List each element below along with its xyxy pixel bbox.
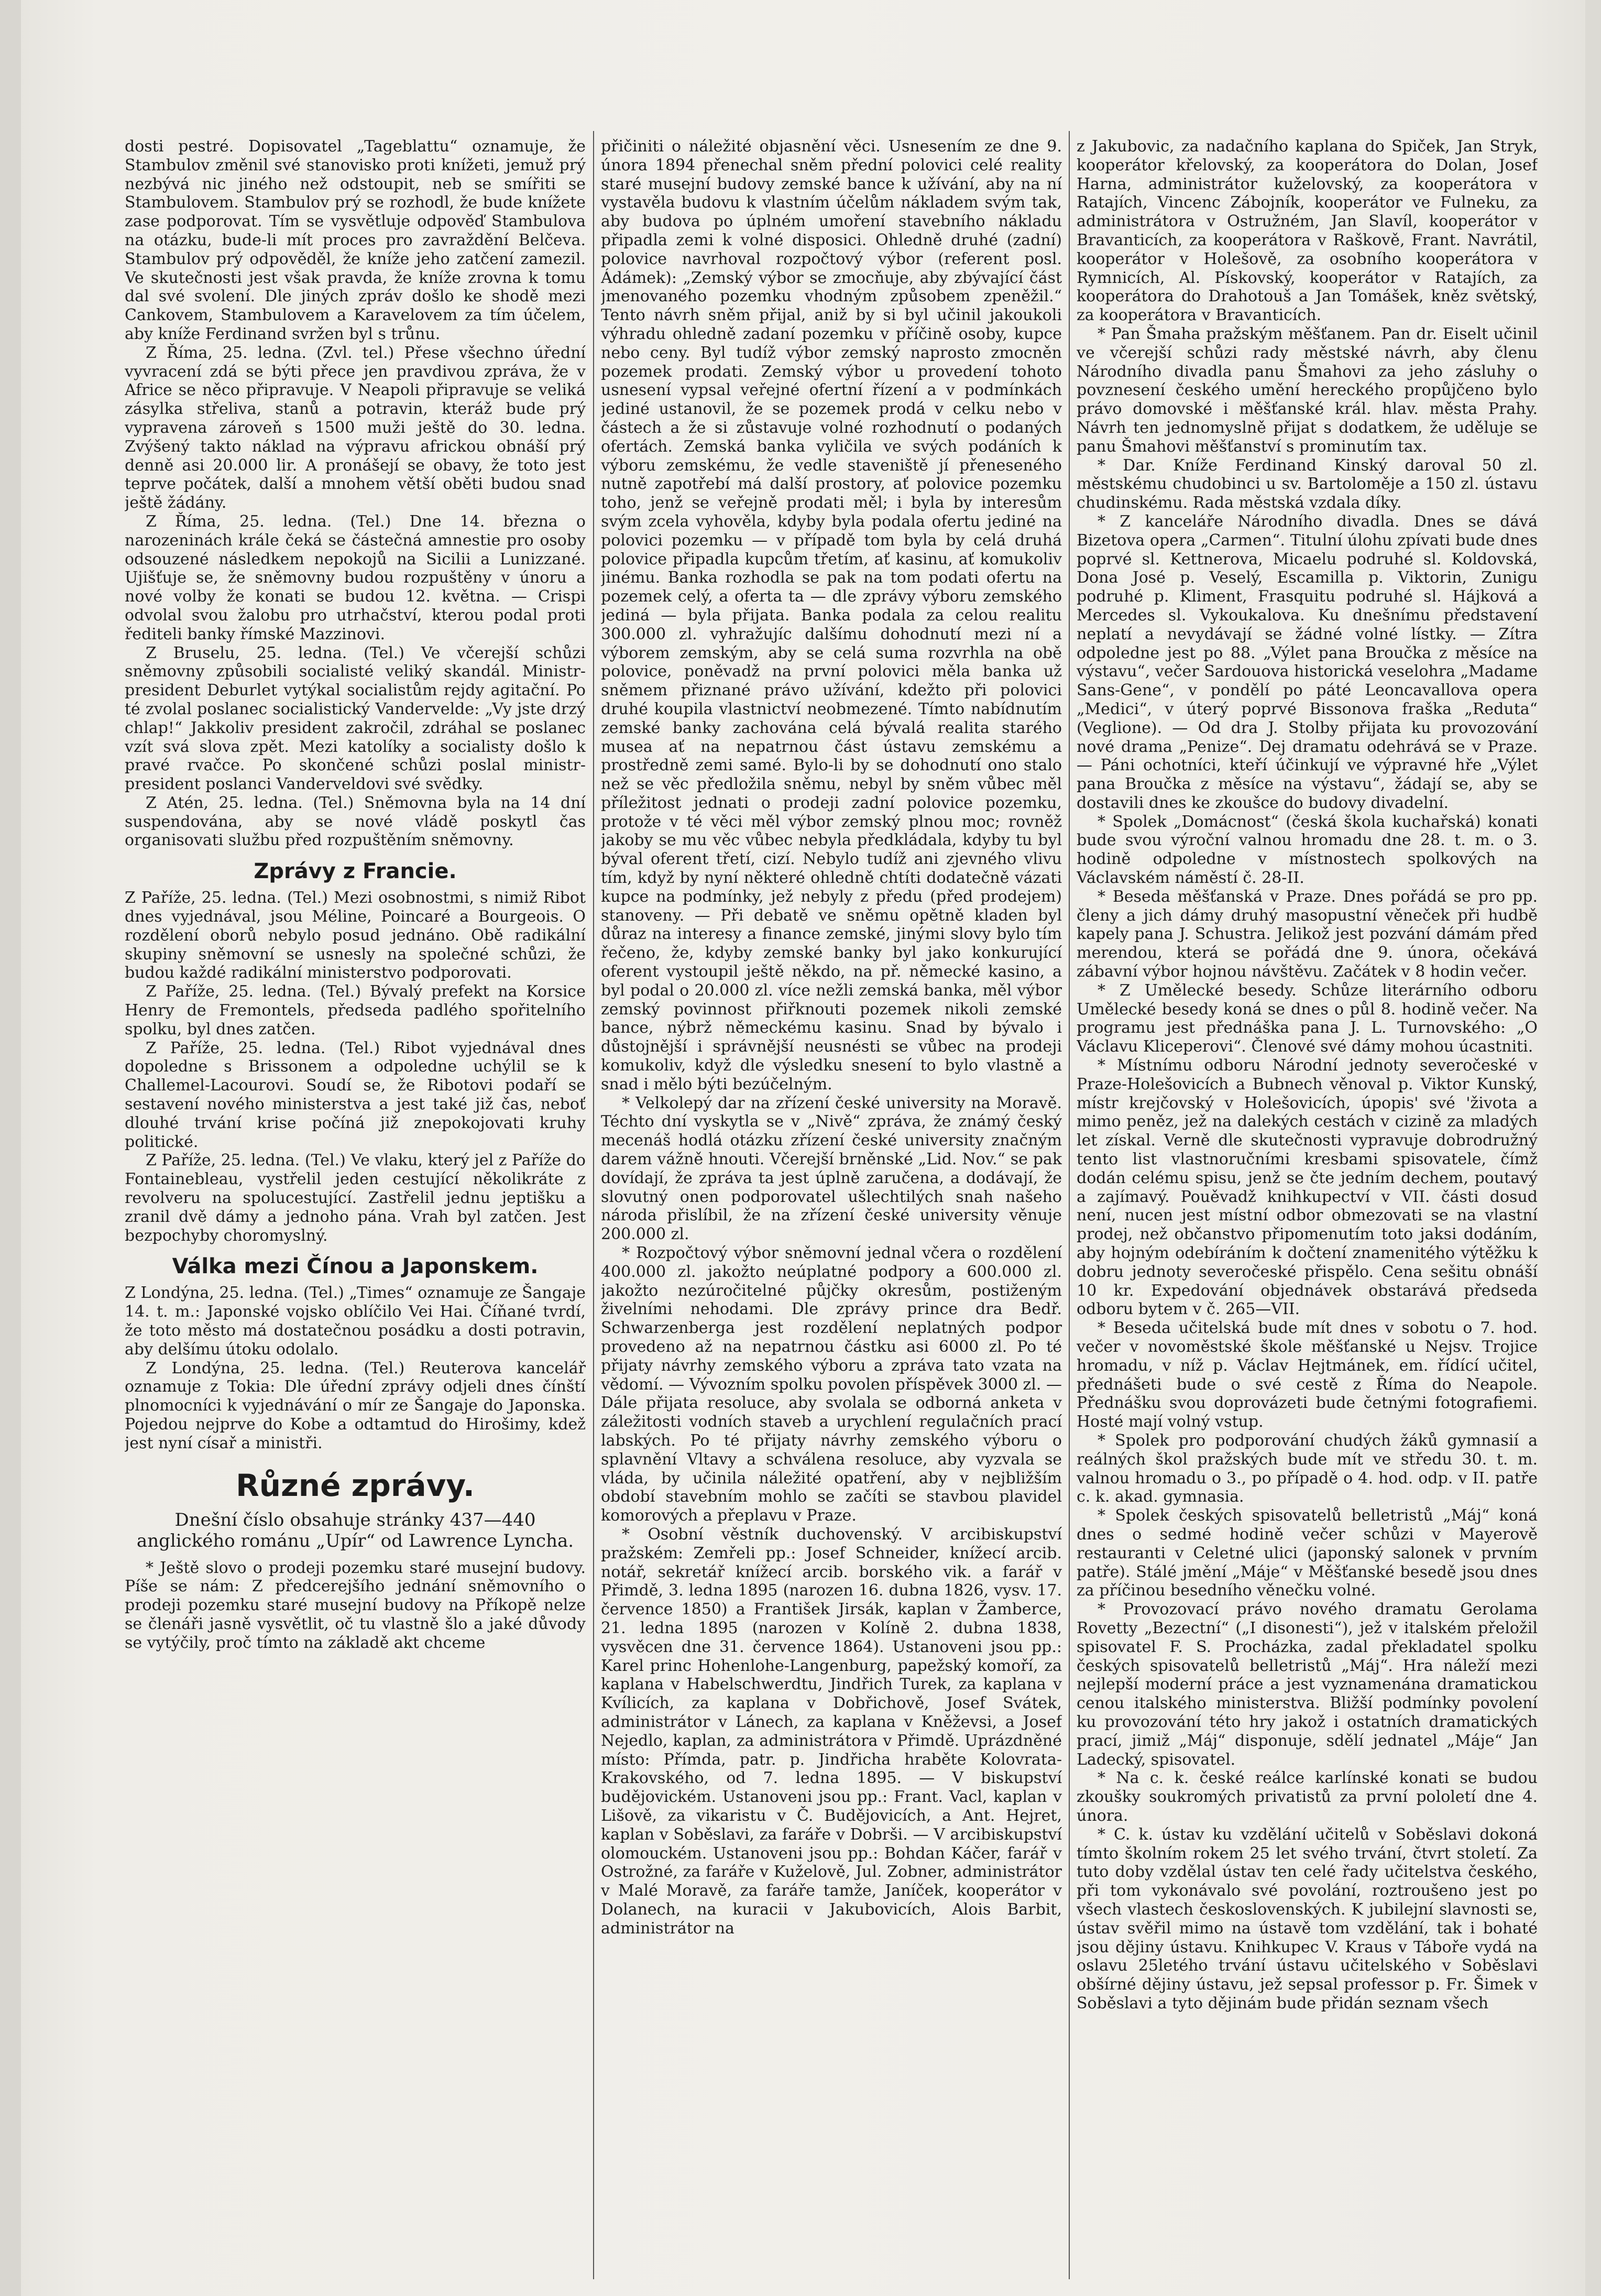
article-paragraph: dosti pestré. Dopisovatel „Tageblattu“ oznamuje, že Stambulov změnil své stanovisko proti knížeti, jemuž prý nezbývá nic jiného než odstoupit, neb se smířiti se Stambulovem. Stambulov prý se rozhodl, že bude knížete zase podporovat. Tím se vysvětluje odpověď Stambulova na otázku, bude-li mít proces pro zavraždění Belčeva. Stambulov prý odpověděl, že kníže jeho zatčení zamezil. Ve skutečnosti jest však pravda, že kníže zrovna k tomu dal své svolení. Dle jiných zpráv došlo ke shodě mezi Cankovem, Stambulovem a Karavelovem za tím účelem, aby kníže Ferdinand svržen byl s trůnu.: [125, 137, 586, 343]
article-paragraph: Z Říma, 25. ledna. (Zvl. tel.) Přese všechno úřední vyvracení zdá se býti přece jen pravdivou zpráva, že v Africe se něco připravuje. V Neapoli připravuje se veliká zásylka střeliva, stanů a potravin, kteráž bude prý vypravena zároveň s 1500 muži ještě do 30. ledna. Zvýšený takto náklad na výpravu africkou obnáší prý denně asi 20.000 lir. A pronášejí se obavy, že toto jest teprve počátek, další a mnohem větší oběti budou snad ještě žádány.: [125, 343, 586, 512]
column-rule-2: [1069, 131, 1070, 2279]
article-paragraph: * Spolek pro podporování chudých žáků gymnasií a reálných škol pražských bude mít ve středu 30. t. m. valnou hromadu o 3., po případě o 4. hod. odp. v II. patře c. k. akad. gymnasia.: [1077, 1431, 1538, 1506]
section-heading-misc: Různé zprávy.: [236, 1467, 475, 1503]
section-heading-france: Zprávy z Francie.: [254, 859, 457, 884]
article-paragraph: * Provozovací právo nového dramatu Gerolama Rovetty „Bezectní“ („I disonesti“), jež v italském přeložil spisovatel F. S. Procházka, zadal překladatel spolku českých spisovatelů belletristů „Máj“. Hra náleží mezi nejlepší moderní práce a jest vyznamenána dramatickou cenou italského ministerstva. Bližší podmínky povolení ku provozování této hry jakož i ostatních dramatických prací, jimiž „Máj“ disponuje, sdělí jednatel „Máje“ Jan Ladecký, spisovatel.: [1077, 1600, 1538, 1769]
page-left-edge: [0, 0, 21, 2296]
article-paragraph: * Beseda měšťanská v Praze. Dnes pořádá se pro pp. členy a jich dámy druhý masopustní věneček při hudbě kapely pana J. Schustra. Jelikož jest pozvání dámám před merendou, která se pořádá dne 9. února, očekává zábavní výbor hojnou návštěvu. Začátek v 8 hodin večer.: [1077, 887, 1538, 981]
article-paragraph: * Ještě slovo o prodeji pozemku staré musejní budovy. Píše se nám: Z předcerejšího jednání sněmovního o prodeji pozemku staré musejní budovy na Příkopě nelze se členáři jasně vysvětlit, oč tu vlastně šlo a jaké důvody se vytýčily, proč tímto na základě akt chceme: [125, 1558, 586, 1652]
article-paragraph: * Dar. Kníže Ferdinand Kinský daroval 50 zl. městskému chudobinci u sv. Bartoloměje a 150 zl. ústavu chudinskému. Rada městská vzdala díky.: [1077, 456, 1538, 512]
article-paragraph: * Pan Šmaha pražským měšťanem. Pan dr. Eiselt učinil ve včerejší schůzi rady městské návrh, aby členu Národního divadla panu Šmahovi za jeho zásluhy o povznesení českého umění hereckého propůjčeno bylo právo domovské i měšťanské král. hlav. města Prahy. Návrh ten jednomyslně přijat s dodatkem, že uděluje se panu Šmahovi měšťanství s prominutím tax.: [1077, 324, 1538, 456]
column-1: [125, 137, 586, 2275]
article-paragraph: * Spolek „Domácnost“ (česká škola kuchařská) konati bude svou výroční valnou hromadu dne 28. t. m. o 3. hodině odpoledne v místnostech spolkových na Václavském náměstí č. 28-II.: [1077, 812, 1538, 888]
article-paragraph: * C. k. ústav ku vzdělání učitelů v Soběslavi dokoná tímto školním rokem 25 let svého trvání, čtvrt století. Za tuto doby vzdělal ústav ten celé řady učitelstva českého, při tom vykonávalo své povolání, roztroušeno jest po všech vlastech československých. K jubilejní slavnosti se, ústav svěřil mimo na ústavě tom vzdělání, tak i bohaté jsou dějiny ústavu. Knihkupec V. Kraus v Táboře vydá na oslavu 25letého trvání ústavu učitelského v Soběslavi obšírné dějiny ústavu, jež sepsal professor p. Fr. Šimek v Soběslavi a tyto dějinám bude přidán seznam všech: [1077, 1825, 1538, 2013]
article-paragraph: Z Paříže, 25. ledna. (Tel.) Bývalý prefekt na Korsice Henry de Fremontels, předseda padlého spořitelního spolku, byl dnes zatčen.: [125, 982, 586, 1038]
article-paragraph: * Na c. k. české reálce karlínské konati se budou zkoušky soukromých privatistů za první pololetí dne 4. února.: [1077, 1769, 1538, 1825]
article-paragraph: * Rozpočtový výbor sněmovní jednal včera o rozdělení 400.000 zl. jakožto neúplatné podpory a 600.000 zl. jakožto nezúročitelné půjčky okresům, postiženým živelními nehodami. Dle zprávy prince dra Bedř. Schwarzenberga jest rozdělení neplatných podpor provedeno až na nepatrnou částku asi 6000 zl. Po té přijaty návrhy zemského výboru a zpráva tato vzata na vědomí. — Vývozním spolku povolen příspěvek 3000 zl. — Dále přijata resoluce, aby svolala se odborná anketa v záležitosti vodních staveb a urychlení regulačních prací labských. Po té přijaty návrhy zemského výboru o splavnění Vltavy a schválena resoluce, aby vyzvala se vláda, by učinila náležité opatření, aby v nejbližším období stavebním mohlo se začíti se stavbou plavidel komorových a přeplavu v Praze.: [601, 1244, 1062, 1525]
column-rule-1: [593, 131, 594, 2279]
page-right-edge: [1585, 0, 1601, 2296]
article-paragraph: z Jakubovic, za nadačního kaplana do Spiček, Jan Stryk, kooperátor křelovský, za kooperátora do Dolan, Josef Harna, administrátor kuželovský, za kooperátora v Ratajích, Vincenc Zábojník, kooperátor ve Fulneku, za administrátora v Ostružném, Jan Slavíl, kooperátor v Bravanticích, za kooperátora v Raškově, Frant. Navrátil, kooperátor v Holešově, za osobního kooperátora v Rymnicích, Al. Pískovský, kooperátor v Ratajích, za kooperátora do Drahotouš a Jan Tomášek, kněz světský, za kooperátora v Bravanticích.: [1077, 137, 1538, 325]
article-paragraph: Z Paříže, 25. ledna. (Tel.) Ribot vyjednával dnes dopoledne s Brissonem a odpoledne uchýlil se k Challemel-Lacourovi. Soudí se, že Ribotovi podaří se sestavení nového ministerstva a jest také již čas, neboť dlouhé trvání krise počíná již znepokojovati kruhy politické.: [125, 1038, 586, 1151]
article-paragraph: Z Paříže, 25. ledna. (Tel.) Ve vlaku, který jel z Paříže do Fontainebleau, vystřelil jeden cestující několikráte z revolveru na spolucestující. Zastřelil jednu jeptišku a zranil dvě dámy a jednoho pána. Vrah byl zatčen. Jest bezpochyby choromyslný.: [125, 1151, 586, 1245]
article-paragraph: přičiniti o náležité objasnění věci. Usnesením ze dne 9. února 1894 přenechal sněm přední polovici celé reality staré musejní budovy zemské bance k užívání, aby na ní vystavěla budovu k vlastním účelům nákladem svým tak, aby budova po úplném umoření stavebního nákladu připadla zemi k volné disposici. Ohledně druhé (zadní) polovice navrhoval rozpočtový výbor (referent posl. Ádámek): „Zemský výbor se zmocňuje, aby zbývající část jmenovaného pozemku vhodným způsobem zpeněžil.“ Tento návrh sněm přijal, aniž by si byl učinil jakoukoli výhradu ohledně zadaní pozemku v příčině osoby, kupce nebo ceny. Byl tudíž výbor zemský naprosto zmocněn pozemek prodati. Zemský výbor u provedení tohoto usnesení vypsal veřejné ofertní řízení a v podmínkách jediné ustanovil, že se pozemek prodá v celku nebo v částech a že si zůstavuje volné rozhodnutí o podaných ofertách. Zemská banka vyličila ve svých podáních k výboru zemskému, že vedle staveniště jí přeneseného nutně zapotřebí má další prostory, ať polovice pozemku toho, jenž se veřejně prodati měl; i byla by interesům svým zcela vyhověla, kdyby byla podala ofertu jediné na polovici pozemku — v případě tom byla by celá druhá polovice připadla kupcům třetím, ať kasinu, ať komukoliv jinému. Banka rozhodla se pak na tom podati ofertu na pozemek celý, a oferta ta — dle zprávy výboru zemského jediná — byla přijata. Banka podala za celou realitu 300.000 zl. vyhražujíc dalšímu dohodnutí mezi ní a výborem zemským, aby se celá suma rozvrhla na obě polovice, poněvadž na první polovici měla banka už sněmem přiznané právo užívání, kdežto při polovici druhé koupila vlastnictví neobmezené. Tímto nabídnutím zemské banky zachována celá bývalá realita starého musea ať na nepatrnou část ústavu zemskému a prostředně zemi samé. Bylo-li by se dohodnutí ono stalo než se věc předložila sněmu, nebyl by sněm vůbec měl příležitost jednati o prodeji zadní polovice pozemku, protože v té věci měl výbor zemský plnou moc; rovněž jakoby se mu věc vůbec nebyla předkládala, kdyby tu byl býval oferent třetí, cizí. Nebylo tudíž ani zjevného vlivu tím, když by nyní některé ohledně chtíti dodatečně vázati kupce na podmínky, jež nebyly z předu (před prodejem) stanoveny. — Při debatě ve sněmu opětně kladen byl důraz na interesy a finance zemské, jinými slovy bylo tím řečeno, že, kdyby zemské banky byl jako konkurující oferent vystoupil ještě někdo, na př. německé kasino, a byl podal o 20.000 zl. více nežli zemská banka, měl výbor zemský povinnost přiřknouti pozemek nikoli zemské bance, nýbrž německému kasinu. Snad by bývalo i důstojnější i správnější neusnésti se vůbec na prodeji komukoliv, když dle výsledku snesení to bylo vlastně a snad i mělo býti bezúčelným.: [601, 137, 1062, 1094]
column-2: [601, 137, 1062, 2275]
notice: Dnešní číslo obsahuje stránky 437—440 anglického románu „Upír“ od Lawrence Lyncha.: [136, 1509, 574, 1551]
article-paragraph: Z Atén, 25. ledna. (Tel.) Sněmovna byla na 14 dní suspendována, aby se nové vládě poskytl čas organisovati službu před rozpuštěním sněmovny.: [125, 793, 586, 850]
article-paragraph: Z Londýna, 25. ledna. (Tel.) Reuterova kancelář oznamuje z Tokia: Dle úřední zprávy odjeli dnes čínští plnomocníci k vyjednávání o mír ze Šangaje do Japonska. Pojedou nejprve do Kobe a odtamtud do Hirošimy, kdež jest nyní císař a ministři.: [125, 1359, 586, 1452]
section-heading-war: Válka mezi Čínou a Japonskem.: [172, 1254, 539, 1279]
article-paragraph: * Osobní věstník duchovenský. V arcibiskupství pražském: Zemřeli pp.: Josef Schneider, knížecí arcib. notář, sekretář knížecí arcib. borského vik. a farář v Přimdě, 3. ledna 1895 (narozen 16. dubna 1826, vysv. 17. července 1850) a František Jirsák, kaplan v Žamberce, 21. ledna 1895 (narozen v Kolíně 2. dubna 1838, vysvěcen dne 31. července 1864). Ustanoveni jsou pp.: Karel princ Hohenlohe-Langenburg, papežský komoří, za kaplana v Habelschwerdtu, Jindřich Turek, za kaplana v Kvílicích, za kaplana v Dobřichově, Josef Svátek, administrátor v Lánech, za kaplana v Kněževsi, a Josef Nejedlo, kaplan, za administrátora v Přimdě. Uprázdněné místo: Přímda, patr. p. Jindřicha hraběte Kolovrata-Krakovského, od 7. ledna 1895. — V biskupství budějovickém. Ustanoveni jsou pp.: Frant. Vacl, kaplan v Lišově, za vikaristu v Č. Budějovicích, a Ant. Hejret, kaplan v Soběslavi, za faráře v Dobrši. — V arcibiskupství olomouckém. Ustanoveni jsou pp.: Bohdan Káčer, farář v Ostrožné, za faráře v Kuželově, Jul. Zobner, administrátor v Malé Moravě, za faráře tamže, Janíček, kooperátor v Dolanech, na kuracii v Jakubovicích, Alois Barbit, administrátor na: [601, 1525, 1062, 1938]
article-paragraph: * Místnímu odboru Národní jednoty severočeské v Praze-Holešovicích a Bubnech věnoval p. Viktor Kunský, místr krejčovský v Holešovicích, úpopis' své 'života a mimo peněz, jež na dalekých cestách v cizině za mladých let získal. Verně dle skutečnosti vypravuje dobrodružný tento list vlastnoručními kresbami spisovatele, čímž dodán celému spisu, jenž se čte jedním dechem, poutavý a zajímavý. Pouěvadž knihkupectví v VII. části dosud není, nucen jest místní odbor obmezovati se na vlastní prodej, než občanstvo připomenutím toto jaksi dodáním, aby hojným odebíráním k dočtení znamenitého výtěžku k dobru jednoty severočeské přispělo. Cena sešitu obnáší 10 kr. Expedování objednávek obstarává předseda odboru bytem v č. 265—VII.: [1077, 1056, 1538, 1319]
article-paragraph: * Spolek českých spisovatelů belletristů „Máj“ koná dnes o sedmé hodině večer schůzi v Mayerově restauranti v Celetné ulici (japonský salonek v prvním patře). Stálé jmění „Máje“ v Měšťanské besedě jsou dnes za příčinou besedního věnečku volné.: [1077, 1506, 1538, 1600]
column-3: [1077, 137, 1538, 2275]
article-paragraph: * Z kanceláře Národního divadla. Dnes se dává Bizetova opera „Carmen“. Titulní úlohu zpívati bude dnes poprvé sl. Kettnerova, Micaelu podruhé sl. Koldovská, Dona José p. Veselý, Escamilla p. Viktorin, Zunigu podruhé p. Kliment, Frasquitu podruhé sl. Hájková a Mercedes sl. Vykoukalova. Ku dnešnímu představení neplatí a nevydávají se žádné volné lístky. — Zítra odpoledne jest po 88. „Výlet pana Broučka z měsíce na výstavu“, večer Sardouova historická veselohra „Madame Sans-Gene“, v pondělí po páté Leoncavallova opera „Medici“, v úterý poprvé Bissonova fraška „Reduta“ (Veglione). — Od dra J. Stolby přijata ku provozování nové drama „Penize“. Dej dramatu odehrává se v Praze. — Páni ochotníci, kteří účinkují ve výpravné hře „Výlet pana Broučka z měsíce na výstavu“, žádají se, aby se dostavili dnes ke zkoušce do budovy divadelní.: [1077, 512, 1538, 812]
article-paragraph: * Z Umělecké besedy. Schůze literárního odboru Umělecké besedy koná se dnes o půl 8. hodině večer. Na programu jest přednáška pana J. L. Turnovského: „O Václavu Kliceperovi“. Členové své dámy mohou úcastniti.: [1077, 981, 1538, 1056]
article-paragraph: Z Londýna, 25. ledna. (Tel.) „Times“ oznamuje ze Šangaje 14. t. m.: Japonské vojsko oblíčilo Vei Hai. Číňané tvrdí, že toto město má dostatečnou posádku a dosti potravin, aby delšímu útoku odolalo.: [125, 1284, 586, 1359]
article-paragraph: * Beseda učitelská bude mít dnes v sobotu o 7. hod. večer v novoměstské škole měšťanské u Nejsv. Trojice hromadu, v níž p. Václav Hejtmánek, em. řídící učitel, přednášeti bude o své cestě z Říma do Neapole. Přednášku svou doprovázeti bude četnými fotografiemi. Hosté mají volný vstup.: [1077, 1319, 1538, 1431]
article-paragraph: Z Paříže, 25. ledna. (Tel.) Mezi osobnostmi, s nimiž Ribot dnes vyjednával, jsou Méline, Poincaré a Bourgeois. O rozdělení oborů nebylo posud jednáno. Obě radikální skupiny sněmovní se usnesly na společné schůzi, že budou každé radikální ministerstvo podporovati.: [125, 889, 586, 982]
article-paragraph: Z Bruselu, 25. ledna. (Tel.) Ve včerejší schůzi sněmovny způsobili socialisté veliký skandál. Ministr-president Deburlet vytýkal socialistům rejdy agitační. Po té zvolal poslanec socialistický Vandervelde: „Vy jste drzý chlap!“ Jakkoliv president zakročil, zdráhal se poslanec vzít svá slova zpět. Mezi katolíky a socialisty došlo k pravé rvačce. Po skončené schůzi poslal ministr-president poslanci Vanderveldovi své svědky.: [125, 643, 586, 794]
article-paragraph: Z Říma, 25. ledna. (Tel.) Dne 14. března o narozeninách krále čeká se částečná amnestie pro osoby odsouzené následkem nepokojů na Sicilii a Lunizzané. Ujišťuje se, že sněmovny budou rozpuštěny v únoru a nové volby že konati se budou 12. května. — Crispi odvolal svou žalobu pro utrhačství, kterou podal proti řediteli banky římské Mazzinovi.: [125, 512, 586, 643]
article-paragraph: * Velkolepý dar na zřízení české university na Moravě. Téchto dní vyskytla se v „Nivě“ zpráva, že známý český mecenáš hodlá otázku zřízení české university značným darem vážně hnouti. Včerejší brněnské „Lid. Nov.“ se pak dovídají, že zpráva ta jest úplně zaručena, a dodávají, že slovutný onen podporovatel ušlechtilých snah našeho národa přislíbil, že na zřízení české university věnuje 200.000 zl.: [601, 1094, 1062, 1244]
